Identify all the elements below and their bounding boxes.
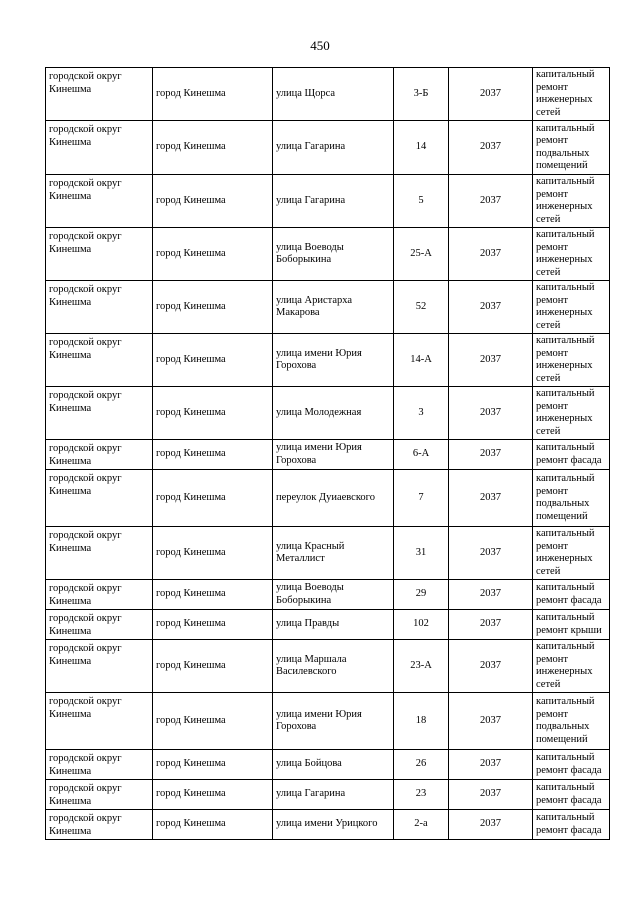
district-cell: городской округ Кинешма (46, 175, 153, 228)
table-row (46, 175, 610, 228)
city-cell: город Кинешма (153, 440, 273, 470)
table-row (46, 470, 610, 527)
district-cell: городской округ Кинешма (46, 750, 153, 780)
district-cell: городской округ Кинешма (46, 780, 153, 810)
table-row (46, 580, 610, 610)
year-cell: 2037 (449, 610, 533, 640)
work-type-cell: капитальный ремонт инженерных сетей (533, 68, 610, 121)
work-type-cell: капитальный ремонт подвальных помещений (533, 121, 610, 175)
house-cell: 29 (394, 580, 449, 610)
work-type-cell: капитальный ремонт инженерных сетей (533, 387, 610, 440)
table-row (46, 228, 610, 281)
year-cell: 2037 (449, 334, 533, 387)
table-row (46, 810, 610, 840)
street-cell: улица имени Юрия Горохова (273, 440, 394, 470)
work-type-cell: капитальный ремонт инженерных сетей (533, 228, 610, 281)
year-cell: 2037 (449, 175, 533, 228)
house-cell: 102 (394, 610, 449, 640)
district-cell: городской округ Кинешма (46, 334, 153, 387)
table-row (46, 610, 610, 640)
street-cell: улица Воеводы Боборыкина (273, 580, 394, 610)
table-row (46, 281, 610, 334)
district-cell: городской округ Кинешма (46, 68, 153, 121)
district-cell: городской округ Кинешма (46, 440, 153, 470)
table-row (46, 68, 610, 121)
city-cell: город Кинешма (153, 810, 273, 840)
table-row (46, 527, 610, 580)
city-cell: город Кинешма (153, 750, 273, 780)
city-cell: город Кинешма (153, 693, 273, 750)
city-cell: город Кинешма (153, 470, 273, 527)
year-cell: 2037 (449, 750, 533, 780)
city-cell: город Кинешма (153, 387, 273, 440)
house-cell: 14-А (394, 334, 449, 387)
house-cell: 14 (394, 121, 449, 175)
city-cell: город Кинешма (153, 121, 273, 175)
work-type-cell: капитальный ремонт фасада (533, 580, 610, 610)
street-cell: улица Гагарина (273, 780, 394, 810)
house-cell: 3 (394, 387, 449, 440)
house-cell: 31 (394, 527, 449, 580)
year-cell: 2037 (449, 470, 533, 527)
house-cell: 5 (394, 175, 449, 228)
page-number: 450 (310, 38, 330, 53)
work-type-cell: капитальный ремонт инженерных сетей (533, 640, 610, 693)
table-row (46, 121, 610, 175)
street-cell: улица Маршала Василевского (273, 640, 394, 693)
street-cell: улица Правды (273, 610, 394, 640)
year-cell: 2037 (449, 440, 533, 470)
year-cell: 2037 (449, 640, 533, 693)
table-row (46, 440, 610, 470)
table-row (46, 693, 610, 750)
district-cell: городской округ Кинешма (46, 580, 153, 610)
district-cell: городской округ Кинешма (46, 693, 153, 750)
table-row (46, 387, 610, 440)
house-cell: 3-Б (394, 68, 449, 121)
work-type-cell: капитальный ремонт инженерных сетей (533, 281, 610, 334)
work-type-cell: капитальный ремонт инженерных сетей (533, 334, 610, 387)
work-type-cell: капитальный ремонт подвальных помещений (533, 470, 610, 527)
city-cell: город Кинешма (153, 527, 273, 580)
work-type-cell: капитальный ремонт фасада (533, 780, 610, 810)
work-type-cell: капитальный ремонт фасада (533, 440, 610, 470)
city-cell: город Кинешма (153, 228, 273, 281)
table-row (46, 640, 610, 693)
table-row (46, 780, 610, 810)
table-row (46, 334, 610, 387)
housing-repair-table (45, 67, 610, 840)
house-cell: 25-А (394, 228, 449, 281)
work-type-cell: капитальный ремонт фасада (533, 750, 610, 780)
district-cell: городской округ Кинешма (46, 610, 153, 640)
district-cell: городской округ Кинешма (46, 640, 153, 693)
house-cell: 23 (394, 780, 449, 810)
year-cell: 2037 (449, 810, 533, 840)
street-cell: переулок Дуиаевского (273, 470, 394, 527)
city-cell: город Кинешма (153, 610, 273, 640)
district-cell: городской округ Кинешма (46, 228, 153, 281)
street-cell: улица Щорса (273, 68, 394, 121)
year-cell: 2037 (449, 68, 533, 121)
house-cell: 18 (394, 693, 449, 750)
city-cell: город Кинешма (153, 640, 273, 693)
street-cell: улица Красный Металлист (273, 527, 394, 580)
house-cell: 7 (394, 470, 449, 527)
street-cell: улица имени Юрия Горохова (273, 693, 394, 750)
street-cell: улица Молодежная (273, 387, 394, 440)
year-cell: 2037 (449, 228, 533, 281)
street-cell: улица Гагарина (273, 121, 394, 175)
house-cell: 23-А (394, 640, 449, 693)
city-cell: город Кинешма (153, 334, 273, 387)
street-cell: улица Воеводы Боборыкина (273, 228, 394, 281)
city-cell: город Кинешма (153, 281, 273, 334)
year-cell: 2037 (449, 780, 533, 810)
district-cell: городской округ Кинешма (46, 281, 153, 334)
year-cell: 2037 (449, 693, 533, 750)
house-cell: 52 (394, 281, 449, 334)
district-cell: городской округ Кинешма (46, 387, 153, 440)
year-cell: 2037 (449, 527, 533, 580)
house-cell: 26 (394, 750, 449, 780)
street-cell: улица Аристарха Макарова (273, 281, 394, 334)
work-type-cell: капитальный ремонт фасада (533, 810, 610, 840)
year-cell: 2037 (449, 281, 533, 334)
year-cell: 2037 (449, 387, 533, 440)
city-cell: город Кинешма (153, 175, 273, 228)
street-cell: улица Бойцова (273, 750, 394, 780)
street-cell: улица имени Юрия Горохова (273, 334, 394, 387)
work-type-cell: капитальный ремонт подвальных помещений (533, 693, 610, 750)
district-cell: городской округ Кинешма (46, 527, 153, 580)
city-cell: город Кинешма (153, 580, 273, 610)
work-type-cell: капитальный ремонт крыши (533, 610, 610, 640)
city-cell: город Кинешма (153, 780, 273, 810)
district-cell: городской округ Кинешма (46, 121, 153, 175)
city-cell: город Кинешма (153, 68, 273, 121)
street-cell: улица Гагарина (273, 175, 394, 228)
year-cell: 2037 (449, 121, 533, 175)
work-type-cell: капитальный ремонт инженерных сетей (533, 527, 610, 580)
year-cell: 2037 (449, 580, 533, 610)
work-type-cell: капитальный ремонт инженерных сетей (533, 175, 610, 228)
street-cell: улица имени Урицкого (273, 810, 394, 840)
district-cell: городской округ Кинешма (46, 810, 153, 840)
house-cell: 6-А (394, 440, 449, 470)
table-row (46, 750, 610, 780)
district-cell: городской округ Кинешма (46, 470, 153, 527)
house-cell: 2-а (394, 810, 449, 840)
